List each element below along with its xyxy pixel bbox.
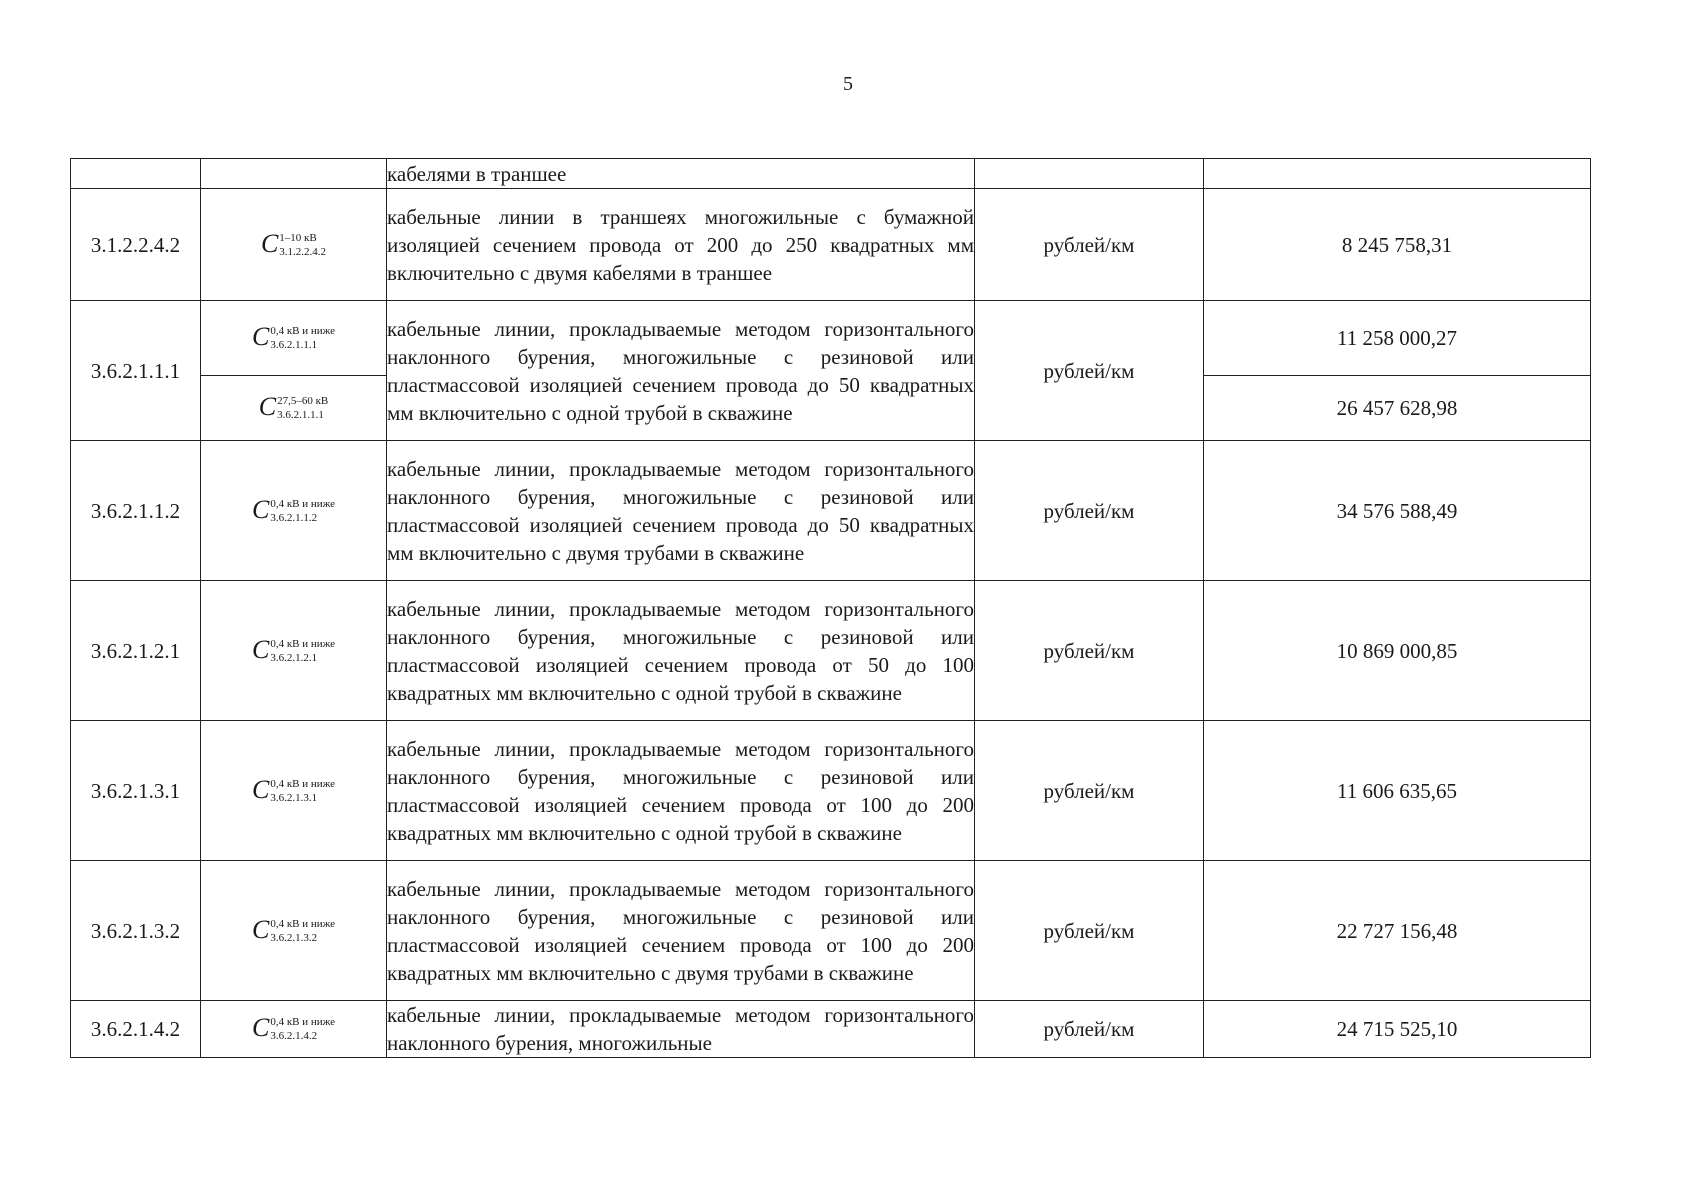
rate-symbol-voltage: 0,4 кВ и ниже	[270, 637, 336, 650]
rate-symbol-voltage: 0,4 кВ и ниже	[270, 1016, 336, 1028]
rate-code: 3.6.2.1.1.1	[71, 301, 201, 441]
rate-description: кабельные линии, прокладываемые методом горизонтального наклонного бурения, многожильные с резиновой или пластмассовой изоляцией сечением провода от 100 до 200 квадратных мм включительно с одной трубой в скважине	[387, 721, 975, 861]
rate-symbol-index: 3.6.2.1.3.1	[270, 791, 318, 804]
rate-code: 3.6.2.1.2.1	[71, 581, 201, 721]
rate-description: кабельные линии в траншеях многожильные с бумажной изоляцией сечением провода от 200 до 250 квадратных мм включительно с двумя кабелями в траншее	[387, 189, 975, 301]
rate-symbol-letter: C	[251, 494, 270, 524]
rate-code: 3.6.2.1.4.2	[71, 1001, 201, 1058]
rate-symbol-scripts	[277, 394, 328, 421]
rate-symbol-voltage: 1–10 кВ	[279, 231, 317, 244]
rate-value: 11 606 635,65	[1204, 721, 1591, 861]
rate-unit: рублей/км	[975, 1001, 1204, 1058]
table-row	[71, 1001, 1591, 1058]
table-row	[71, 301, 1591, 376]
rate-symbol	[251, 634, 336, 664]
rate-symbol-cell	[201, 861, 387, 1001]
rate-symbol	[259, 394, 329, 421]
rate-value	[1204, 159, 1591, 189]
rate-unit: рублей/км	[975, 441, 1204, 581]
rate-symbol-scripts	[279, 231, 326, 258]
rate-value: 24 715 525,10	[1204, 1001, 1591, 1058]
rate-symbol-cell	[201, 159, 387, 189]
rate-description: кабельные линии, прокладываемые методом горизонтального наклонного бурения, многожильные с резиновой или пластмассовой изоляцией сечением провода от 100 до 200 квадратных мм включительно с двумя трубами в скважине	[387, 861, 975, 1001]
table-row	[71, 159, 1591, 189]
rate-symbol-cell	[201, 581, 387, 721]
rate-value: 8 245 758,31	[1204, 189, 1591, 301]
rate-symbol-voltage: 0,4 кВ и ниже	[270, 325, 336, 337]
rate-symbol-scripts	[270, 917, 335, 944]
table-row	[71, 441, 1591, 581]
table-row	[71, 861, 1591, 1001]
rate-symbol	[260, 228, 327, 258]
rate-code	[71, 159, 201, 189]
rate-symbol-index: 3.6.2.1.2.1	[270, 651, 318, 664]
rate-symbol-voltage: 27,5–60 кВ	[277, 395, 329, 407]
rate-unit: рублей/км	[975, 861, 1204, 1001]
rate-symbol	[252, 324, 335, 351]
rate-symbol	[251, 774, 336, 804]
rate-unit: рублей/км	[975, 721, 1204, 861]
rate-symbol-cell	[201, 376, 387, 441]
rate-symbol-index: 3.6.2.1.4.2	[270, 1030, 318, 1042]
rate-symbol-cell	[201, 721, 387, 861]
rate-value: 26 457 628,98	[1204, 376, 1591, 441]
rate-symbol	[251, 494, 336, 524]
table-row	[71, 581, 1591, 721]
rate-description: кабельные линии, прокладываемые методом горизонтального наклонного бурения, многожильные с резиновой или пластмассовой изоляцией сечением провода от 50 до 100 квадратных мм включительно с одной трубой в скважине	[387, 581, 975, 721]
rate-symbol-letter: C	[251, 774, 270, 804]
rate-symbol	[252, 1015, 335, 1042]
rate-description: кабельные линии, прокладываемые методом горизонтального наклонного бурения, многожильные с резиновой или пластмассовой изоляцией сечением провода до 50 квадратных мм включительно с двумя трубами в скважине	[387, 441, 975, 581]
table-row	[71, 721, 1591, 861]
rate-unit: рублей/км	[975, 581, 1204, 721]
rate-symbol-index: 3.6.2.1.1.1	[277, 409, 324, 421]
rate-symbol-index: 3.1.2.2.4.2	[279, 245, 327, 258]
rate-description: кабельные линии, прокладываемые методом горизонтального наклонного бурения, многожильные с резиновой или пластмассовой изоляцией сечением провода до 50 квадратных мм включительно с одной трубой в скважине	[387, 301, 975, 441]
rate-symbol-cell	[201, 189, 387, 301]
rate-unit: рублей/км	[975, 301, 1204, 441]
rate-value: 10 869 000,85	[1204, 581, 1591, 721]
rate-symbol-cell	[201, 1001, 387, 1058]
rate-symbol-cell	[201, 301, 387, 376]
rate-symbol-scripts	[270, 637, 335, 664]
rate-symbol-scripts	[270, 497, 335, 524]
rate-symbol-cell	[201, 441, 387, 581]
rate-symbol-letter: C	[251, 1013, 270, 1042]
rate-code: 3.6.2.1.3.2	[71, 861, 201, 1001]
rate-symbol-voltage: 0,4 кВ и ниже	[270, 777, 336, 790]
rate-value: 22 727 156,48	[1204, 861, 1591, 1001]
rate-symbol-voltage: 0,4 кВ и ниже	[270, 917, 336, 930]
rate-symbol-letter: C	[251, 914, 270, 944]
rate-symbol	[251, 914, 336, 944]
rate-symbol-scripts	[270, 777, 335, 804]
rate-description: кабелями в траншее	[387, 159, 975, 189]
page-number: 5	[843, 73, 853, 95]
rate-code: 3.6.2.1.1.2	[71, 441, 201, 581]
rate-symbol-voltage: 0,4 кВ и ниже	[270, 497, 336, 510]
rate-symbol-letter: C	[251, 634, 270, 664]
rate-symbol-index: 3.6.2.1.1.1	[270, 339, 318, 351]
rate-code: 3.6.2.1.3.1	[71, 721, 201, 861]
rate-symbol-scripts	[270, 1015, 335, 1042]
rate-symbol-index: 3.6.2.1.1.2	[270, 511, 318, 524]
rate-code: 3.1.2.2.4.2	[71, 189, 201, 301]
rate-symbol-letter: C	[260, 228, 279, 258]
rate-unit	[975, 159, 1204, 189]
rate-description: кабельные линии, прокладываемые методом горизонтального наклонного бурения, многожильные	[387, 1001, 975, 1058]
rates-table	[70, 158, 1591, 1058]
rate-symbol-scripts	[270, 324, 335, 351]
rate-value: 34 576 588,49	[1204, 441, 1591, 581]
rate-symbol-index: 3.6.2.1.3.2	[270, 931, 318, 944]
rate-symbol-letter: C	[258, 392, 277, 421]
rate-symbol-letter: C	[251, 322, 270, 351]
rate-value: 11 258 000,27	[1204, 301, 1591, 376]
table-row	[71, 189, 1591, 301]
rate-unit: рублей/км	[975, 189, 1204, 301]
